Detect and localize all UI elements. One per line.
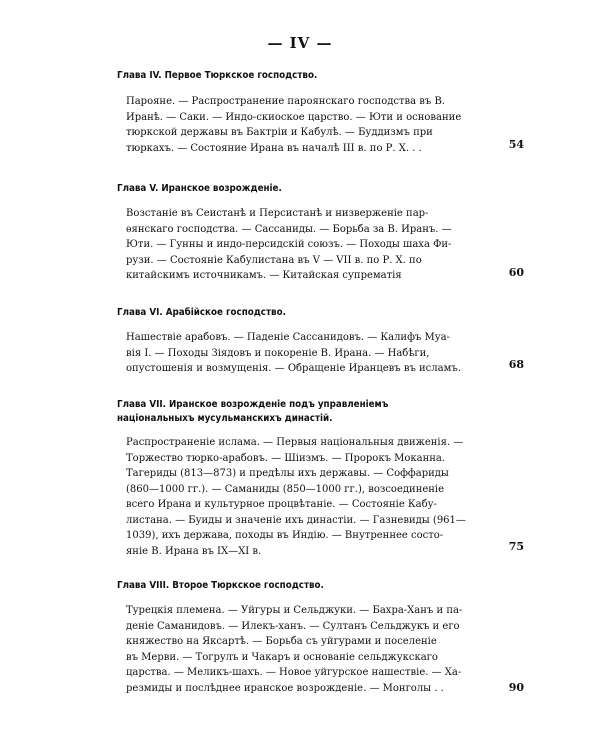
- chapter-heading: Глава VIII. Второе Тюркское господство.: [117, 580, 324, 591]
- summary-line: листана. — Буиды и значеніе ихъ династіи. — Газневиды (961—: [126, 514, 466, 526]
- summary-line: вія I. — Походы Зіядовъ и покореніе В. Ирана. — Набѣги,: [126, 347, 430, 359]
- summary-line: Иранѣ. — Саки. — Индо-скиоское царство. — Юти и основание: [126, 111, 462, 123]
- chapter-summary: [126, 206, 496, 284]
- page-ref: 68: [508, 358, 524, 371]
- summary-line: яніе В. Ирана въ IX—XI в.: [126, 545, 262, 557]
- chapter-heading: Глава V. Иранское возрожденіе.: [117, 183, 282, 194]
- summary-line: Нашествіе арабовъ. — Паденіе Сассанидовъ. — Калифъ Муа-: [126, 332, 450, 343]
- summary-line: рузи. — Состояніе Кабулистана въ V — VII в. по Р. Х. по: [126, 254, 422, 266]
- chapter-summary: [126, 330, 496, 377]
- summary-line: Возстаніе въ Сеистанѣ и Персистанѣ и низверженіе пар-: [126, 208, 429, 219]
- chapter-summary: [126, 435, 496, 559]
- page-ref: 90: [508, 681, 524, 694]
- summary-line: тюркской державы въ Бактріи и Кабулѣ. — Буддизмъ при: [126, 127, 433, 138]
- summary-line: (860—1000 гг.). — Саманиды (850—1000 гг.), возсоединеніе: [126, 483, 445, 495]
- page-ref: 54: [508, 138, 524, 151]
- summary-line: царства. — Меликъ-шахъ. — Новое уйгурское нашествіе. — Ха-: [126, 667, 462, 678]
- summary-line: 1039), ихъ держава, походы въ Индію. — Внутреннее состо-: [126, 530, 444, 541]
- chapter-summary: [126, 94, 496, 156]
- summary-line: резмиды и послѣднее иранское возрожденіе. — Монголы . .: [126, 682, 444, 694]
- chapter-heading: Глава IV. Первое Тюркское господство.: [117, 70, 318, 81]
- summary-line: деніе Саманидовъ. — Илекъ-ханъ. — Султанъ Сельджукъ и его: [126, 620, 460, 632]
- summary-line: Парояне. — Распространение пароянскаго господства въ В.: [126, 96, 445, 107]
- summary-line: всего Ирана и культурное процвѣтаніе. — Состояніе Кабу-: [126, 499, 437, 510]
- summary-line: Юти. — Гунны и индо-персидскій союзъ. — Походы шаха Фи-: [126, 239, 452, 250]
- summary-line: тюркахъ. — Состояние Ирана въ началѣ III в. по Р. Х. . .: [126, 142, 422, 154]
- summary-line: Тагериды (813—873) и предѣлы ихъ державы. — Соффариды: [126, 468, 449, 479]
- chapter-summary: [126, 603, 496, 696]
- summary-line: въ Мерви. — Тогрулъ и Чакаръ и основаніе сельджукскаго: [126, 651, 438, 663]
- page-ref: 60: [508, 266, 524, 279]
- page-ref: 75: [508, 540, 524, 553]
- summary-line: китайскимъ источникамъ. — Китайская супрематія: [126, 270, 402, 281]
- summary-line: Торжество тюрко-арабовъ. — Шіизмъ. — Пророкъ Моканна.: [126, 452, 446, 464]
- chapter-heading: Глава VII. Иранское возрожденіе подъ управленіемъ національныхъ мусульманскихъ династій.: [117, 399, 389, 424]
- summary-line: ѳянскаго господства. — Сассаниды. — Борьба за В. Иранъ. —: [126, 223, 452, 235]
- summary-line: Турецкія племена. — Уйгуры и Сельджуки. — Бахра-Ханъ и па-: [126, 605, 463, 616]
- summary-line: Распространеніе ислама. — Первыя національныя движенія. —: [126, 437, 464, 448]
- summary-line: опустошенія и возмущенія. — Обращеніе Иранцевъ въ исламъ.: [126, 363, 461, 374]
- summary-line: княжество на Яксартѣ. — Борьба съ уйгурами и поселеніе: [126, 636, 437, 647]
- page-number: — IV —: [267, 34, 333, 52]
- chapter-heading: Глава VI. Арабійское господство.: [117, 307, 286, 318]
